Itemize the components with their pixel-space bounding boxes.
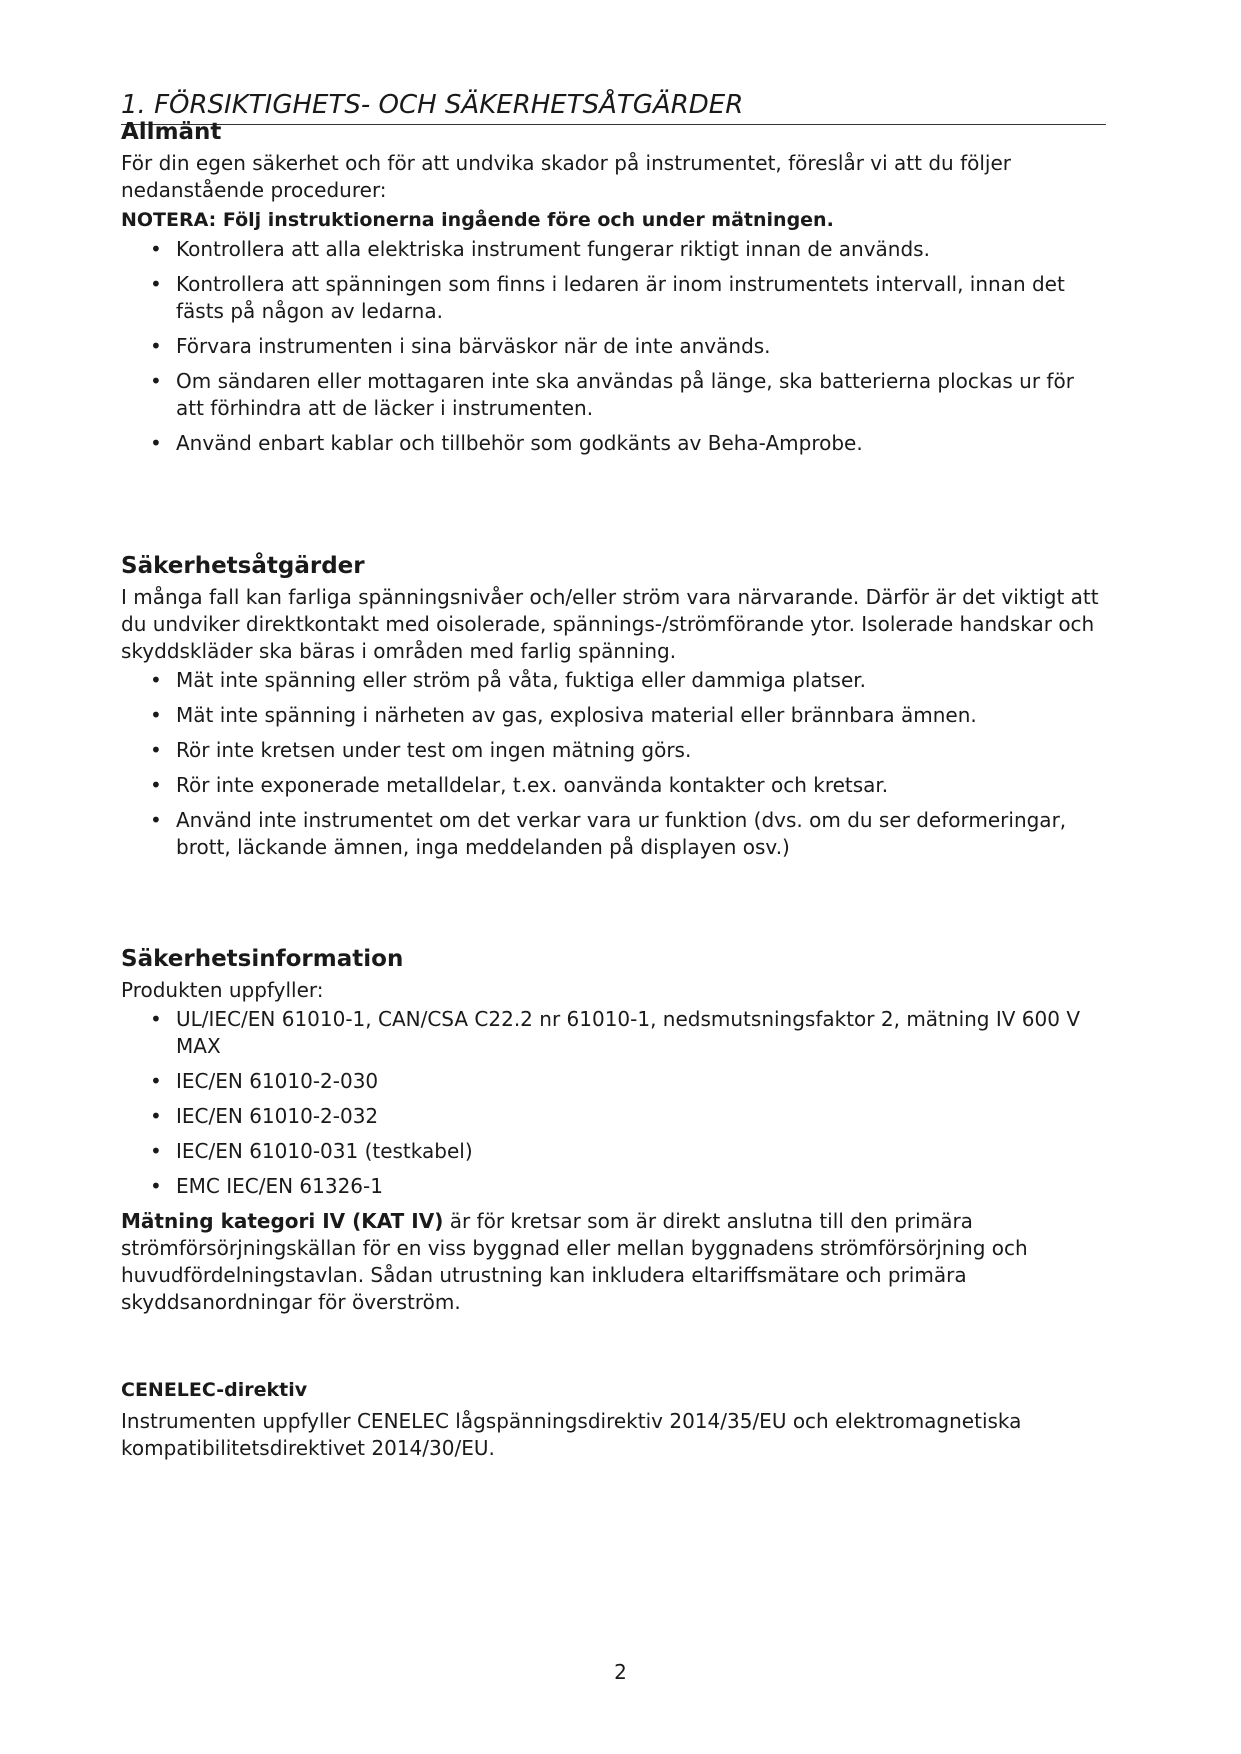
section-heading: Säkerhetsinformation xyxy=(121,946,404,972)
category-text: är för kretsar som är direkt anslutna till den primära strömförsörjningskällan för en viss byggnad eller mellan byggnadens strömförsörjning och huvudfördelningstavlan. Sådan utrustning kan inkludera eltariffsmätare och primära skyddsanordningar för överström. xyxy=(121,1209,1028,1314)
list-item: • Använd inte instrumentet om det verkar vara ur funktion (dvs. om du ser deformeringar, brott, läckande ämnen, inga meddelanden på displayen osv.) xyxy=(121,807,1106,861)
category-paragraph xyxy=(121,1208,1106,1316)
list-item: • EMC IEC/EN 61326-1 xyxy=(121,1173,1106,1200)
section-heading: Säkerhetsåtgärder xyxy=(121,553,365,579)
section-sakerhetsatgarder xyxy=(121,550,1106,861)
list-item: • IEC/EN 61010-2-030 xyxy=(121,1068,1106,1095)
bullet-list xyxy=(121,667,1106,861)
section-intro: I många fall kan farliga spänningsnivåer och/eller ström vara närvarande. Därför är det viktigt att du undviker direktkontakt med oisolerade, spännings-/strömförande ytor. Isolerade handskar och skyddskläder ska bäras i områden med farlig spänning. xyxy=(121,585,1099,663)
page-number: 2 xyxy=(614,1660,627,1684)
list-item: • Kontrollera att alla elektriska instrument fungerar riktigt innan de används. xyxy=(121,236,1106,263)
section-heading: Allmänt xyxy=(121,119,222,145)
section-allmant xyxy=(121,116,1106,457)
chapter-title: 1. FÖRSIKTIGHETS- OCH SÄKERHETSÅTGÄRDER xyxy=(121,86,1106,125)
list-item: • IEC/EN 61010-031 (testkabel) xyxy=(121,1138,1106,1165)
note-text: NOTERA: Följ instruktionerna ingående före och under mätningen. xyxy=(121,209,834,231)
list-item: • Kontrollera att spänningen som finns i ledaren är inom instrumentets intervall, innan det fästs på någon av ledarna. xyxy=(121,271,1106,325)
section-heading: CENELEC-direktiv xyxy=(121,1379,308,1401)
section-intro: Produkten uppfyller: xyxy=(121,978,324,1002)
list-item: • Förvara instrumenten i sina bärväskor när de inte används. xyxy=(121,333,1106,360)
section-intro: För din egen säkerhet och för att undvika skador på instrumentet, föreslår vi att du följer nedanstående procedurer: xyxy=(121,151,1011,202)
bullet-list xyxy=(121,1006,1106,1200)
section-sakerhetsinformation xyxy=(121,943,1106,1316)
list-item: • Rör inte kretsen under test om ingen mätning görs. xyxy=(121,737,1106,764)
list-item: • Rör inte exponerade metalldelar, t.ex. oanvända kontakter och kretsar. xyxy=(121,772,1106,799)
list-item: • Mät inte spänning i närheten av gas, explosiva material eller brännbara ämnen. xyxy=(121,702,1106,729)
section-text: Instrumenten uppfyller CENELEC lågspänningsdirektiv 2014/35/EU och elektromagnetiska kompatibilitetsdirektivet 2014/30/EU. xyxy=(121,1409,1022,1460)
bullet-list xyxy=(121,236,1106,457)
list-item: • Använd enbart kablar och tillbehör som godkänts av Beha-Amprobe. xyxy=(121,430,1106,457)
category-label: Mätning kategori IV (KAT IV) xyxy=(121,1209,444,1233)
list-item: • UL/IEC/EN 61010-1, CAN/CSA C22.2 nr 61010-1, nedsmutsningsfaktor 2, mätning IV 600 V MAX xyxy=(121,1006,1106,1060)
list-item: • IEC/EN 61010-2-032 xyxy=(121,1103,1106,1130)
list-item: • Om sändaren eller mottagaren inte ska användas på länge, ska batterierna plockas ur för att förhindra att de läcker i instrumenten. xyxy=(121,368,1106,422)
section-cenelec xyxy=(121,1376,1106,1462)
list-item: • Mät inte spänning eller ström på våta, fuktiga eller dammiga platser. xyxy=(121,667,1106,694)
